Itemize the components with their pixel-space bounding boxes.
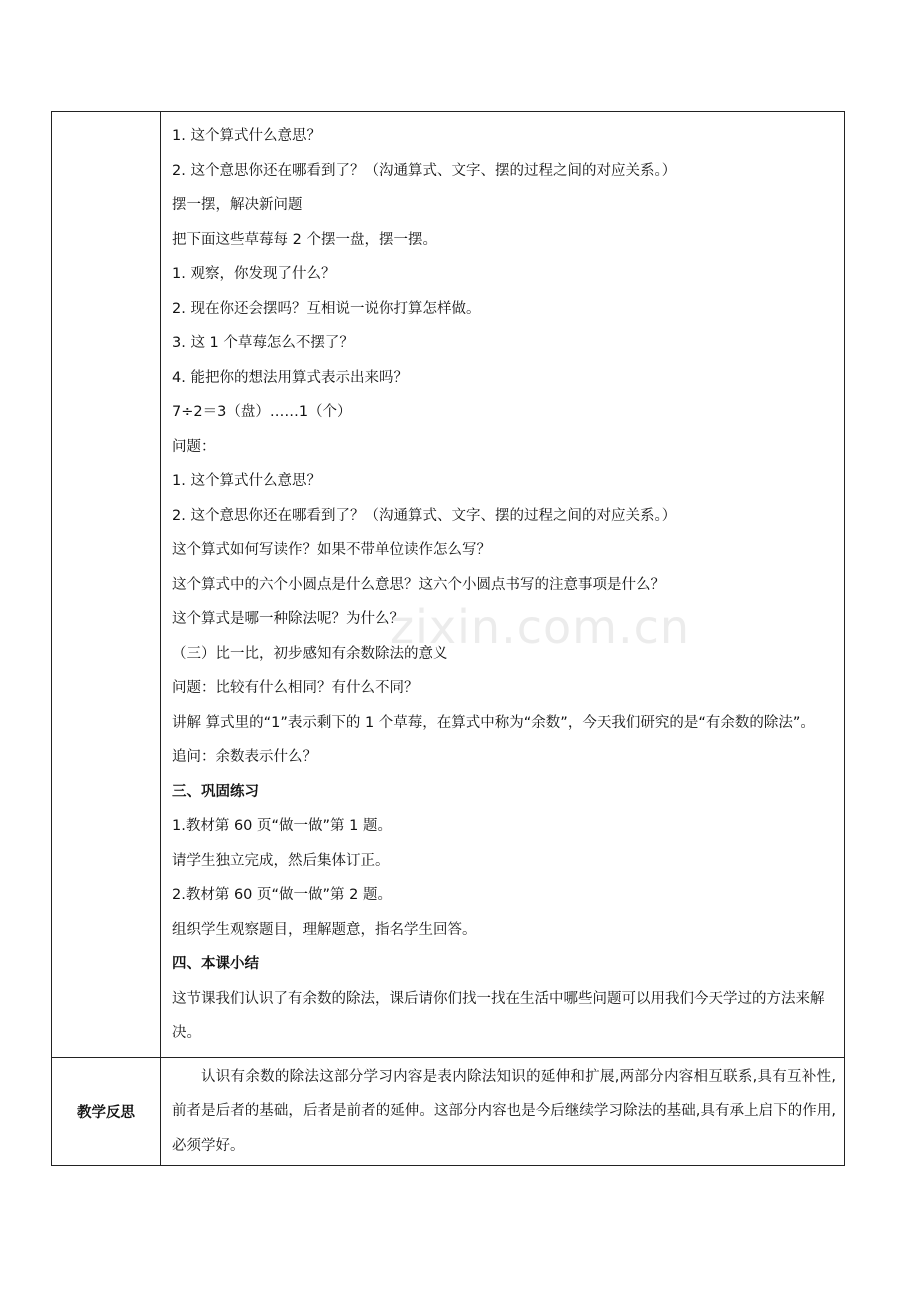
section-heading: 三、巩固练习 — [172, 783, 259, 800]
reflection-cell — [161, 1057, 845, 1166]
lesson-line: 这节课我们认识了有余数的除法，课后请你们找一找在生活中哪些问题可以用我们今天学过的方法来解决。 — [172, 990, 825, 1041]
lesson-line: 这个算式是哪一种除法呢？为什么？ — [172, 611, 404, 627]
lesson-line: 2. 这个意思你还在哪看到了？（沟通算式、文字、摆的过程之间的对应关系。） — [172, 507, 677, 524]
lesson-line: 问题： — [172, 438, 216, 455]
empty-label-cell — [52, 112, 161, 1058]
lesson-line: 把下面这些草莓每 2 个摆一盘，摆一摆。 — [172, 231, 437, 248]
lesson-line: 这个算式中的六个小圆点是什么意思？这六个小圆点书写的注意事项是什么？ — [172, 576, 665, 593]
section-heading: 四、本课小结 — [172, 956, 259, 972]
lesson-line: 2. 这个意思你还在哪看到了？（沟通算式、文字、摆的过程之间的对应关系。） — [172, 162, 677, 179]
lesson-line: 组织学生观察题目，理解题意，指名学生回答。 — [172, 921, 477, 938]
lesson-line: （三）比一比，初步感知有余数除法的意义 — [172, 645, 448, 662]
lesson-plan-table — [51, 111, 845, 1166]
lesson-lines — [172, 119, 836, 1051]
lesson-line: 7÷2＝3（盘）……1（个） — [172, 404, 352, 420]
lesson-line: 4. 能把你的想法用算式表示出来吗？ — [172, 369, 408, 386]
reflection-label: 教学反思 — [52, 1057, 161, 1166]
lesson-line: 这个算式如何写读作？如果不带单位读作怎么写？ — [172, 542, 491, 558]
lesson-line: 2. 现在你还会摆吗？互相说一说你打算怎样做。 — [172, 300, 481, 317]
lesson-line: 3. 这 1 个草莓怎么不摆了？ — [172, 335, 354, 351]
lesson-process-cell — [161, 112, 845, 1058]
lesson-line: 追问：余数表示什么？ — [172, 749, 317, 765]
lesson-line: 1. 这个算式什么意思？ — [172, 473, 321, 489]
reflection-row — [52, 1057, 845, 1166]
lesson-line: 摆一摆，解决新问题 — [172, 197, 303, 213]
lesson-process-row — [52, 112, 845, 1058]
lesson-line: 1. 观察，你发现了什么？ — [172, 266, 336, 282]
lesson-line: 1. 这个算式什么意思？ — [172, 128, 321, 144]
lesson-line: 请学生独立完成，然后集体订正。 — [172, 852, 390, 869]
lesson-line: 问题：比较有什么相同？有什么不同？ — [172, 680, 419, 696]
lesson-line: 2.教材第 60 页“做一做”第 2 题。 — [172, 887, 392, 903]
reflection-text: 认识有余数的除法这部分学习内容是表内除法知识的延伸和扩展,两部分内容相互联系,具有互补性,前者是后者的基础，后者是前者的延伸。这部分内容也是今后继续学习除法的基础,具有承上启下的作用,必须学好。 — [172, 1068, 836, 1154]
lesson-line: 讲解 算式里的“1”表示剩下的 1 个草莓，在算式中称为“余数”，今天我们研究的是“有余数的除法”。 — [172, 714, 815, 731]
watermark: zixin.com.cn — [390, 600, 691, 654]
lesson-line: 1.教材第 60 页“做一做”第 1 题。 — [172, 818, 392, 834]
